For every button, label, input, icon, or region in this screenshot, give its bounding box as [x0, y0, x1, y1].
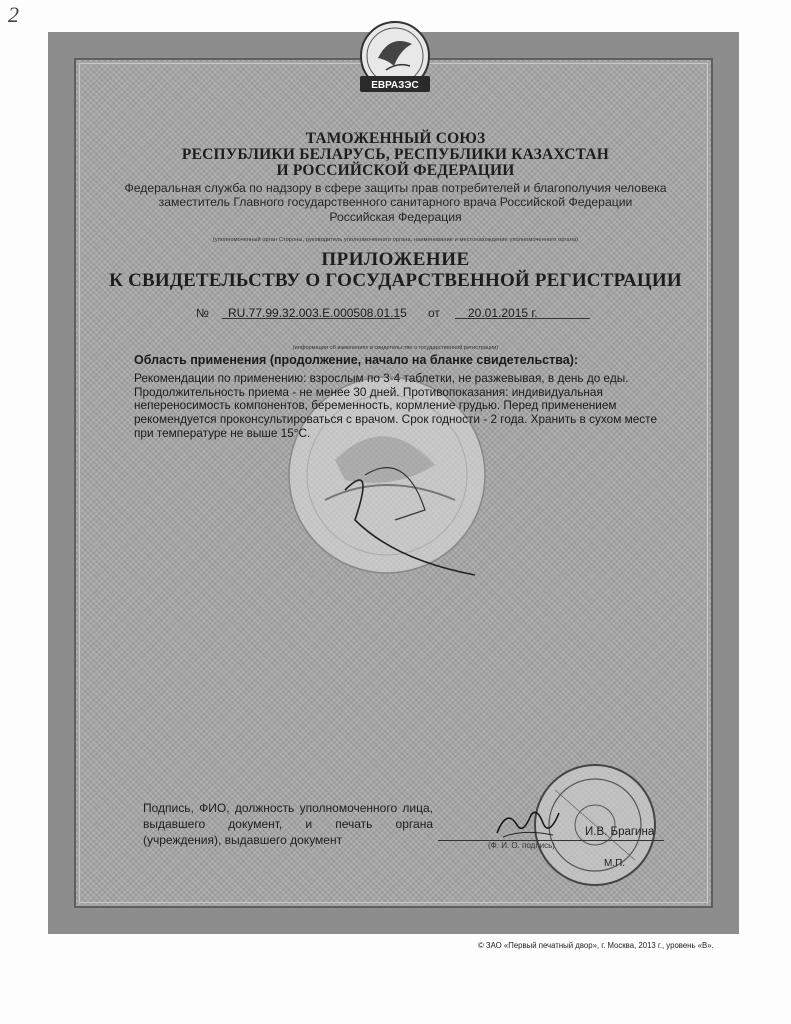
signature-caption: Подпись, ФИО, должность уполномоченного лица, выдавшего документ, и печать органа (учреждения), выдавшего документ — [143, 801, 433, 847]
registration-line — [196, 306, 596, 324]
reg-number: RU.77.99.32.003.E.000508.01.15 — [228, 306, 407, 320]
header-line-1: ТАМОЖЕННЫЙ СОЮЗ — [305, 130, 486, 147]
printer-footer: © ЗАО «Первый печатный двор», г. Москва, 2013 г., уровень «В». — [478, 941, 714, 950]
eurasec-emblem-icon — [350, 14, 440, 104]
signature-icon — [493, 803, 563, 843]
body-line-4: рекомендуется проконсультироваться с врачом. Срок годности - 2 года. Хранить в сухом месте — [134, 412, 658, 427]
scope-section — [134, 354, 674, 441]
corner-handwritten-mark: 2 — [8, 2, 19, 27]
header-line-2: РЕСПУБЛИКИ БЕЛАРУСЬ, РЕСПУБЛИКИ КАЗАХСТАН — [181, 146, 610, 163]
body-line-5: при температуре не выше 15°С. — [134, 425, 311, 440]
scope-heading: Область применения (продолжение, начало на бланке свидетельства): — [134, 353, 579, 367]
body-line-3: непереносимость компонентов, беременность, кормление грудью. Перед применением — [134, 398, 617, 413]
agency-line-1: Федеральная служба по надзору в сфере защиты прав потребителей и благополучия человека — [124, 181, 667, 195]
registration-caption: (информация об изменениях в свидетельстве о государственной регистрации) — [292, 345, 499, 351]
reg-number-label: № — [196, 306, 209, 320]
reg-date: 20.01.2015 г. — [468, 306, 538, 320]
agency-caption: (уполномоченный орган Стороны, руководитель уполномоченного органа, наименование и местонахождение уполномоченного органа) — [212, 237, 579, 243]
body-line-1: Рекомендации по применению: взрослым по 3-4 таблетки, не разжевывая, в день до еды. — [134, 370, 629, 385]
reg-date-label: от — [428, 306, 440, 320]
emblem-abbr: ЕВРАЗЭС — [371, 80, 419, 91]
agency-line-3: Российская Федерация — [329, 210, 462, 224]
reg-date-rule — [455, 318, 590, 319]
agency-line-2: заместитель Главного государственного санитарного врача Российской Федерации — [158, 195, 633, 209]
signatory-name: И.В. Брагина — [585, 826, 655, 838]
stamp-place-label: М.П. — [604, 858, 626, 869]
document-title: ПРИЛОЖЕНИЕ — [321, 249, 470, 270]
reg-number-rule — [222, 318, 400, 319]
document-subtitle: К СВИДЕТЕЛЬСТВУ О ГОСУДАРСТВЕННОЙ РЕГИСТРАЦИИ — [109, 270, 682, 291]
body-line-2: Продолжительность приема - не менее 30 дней. Противопоказания: индивидуальная — [134, 384, 603, 399]
header-line-3: И РОССИЙСКОЙ ФЕДЕРАЦИИ — [276, 162, 515, 179]
signature-hint: (Ф. И. О. подпись) — [488, 841, 555, 850]
